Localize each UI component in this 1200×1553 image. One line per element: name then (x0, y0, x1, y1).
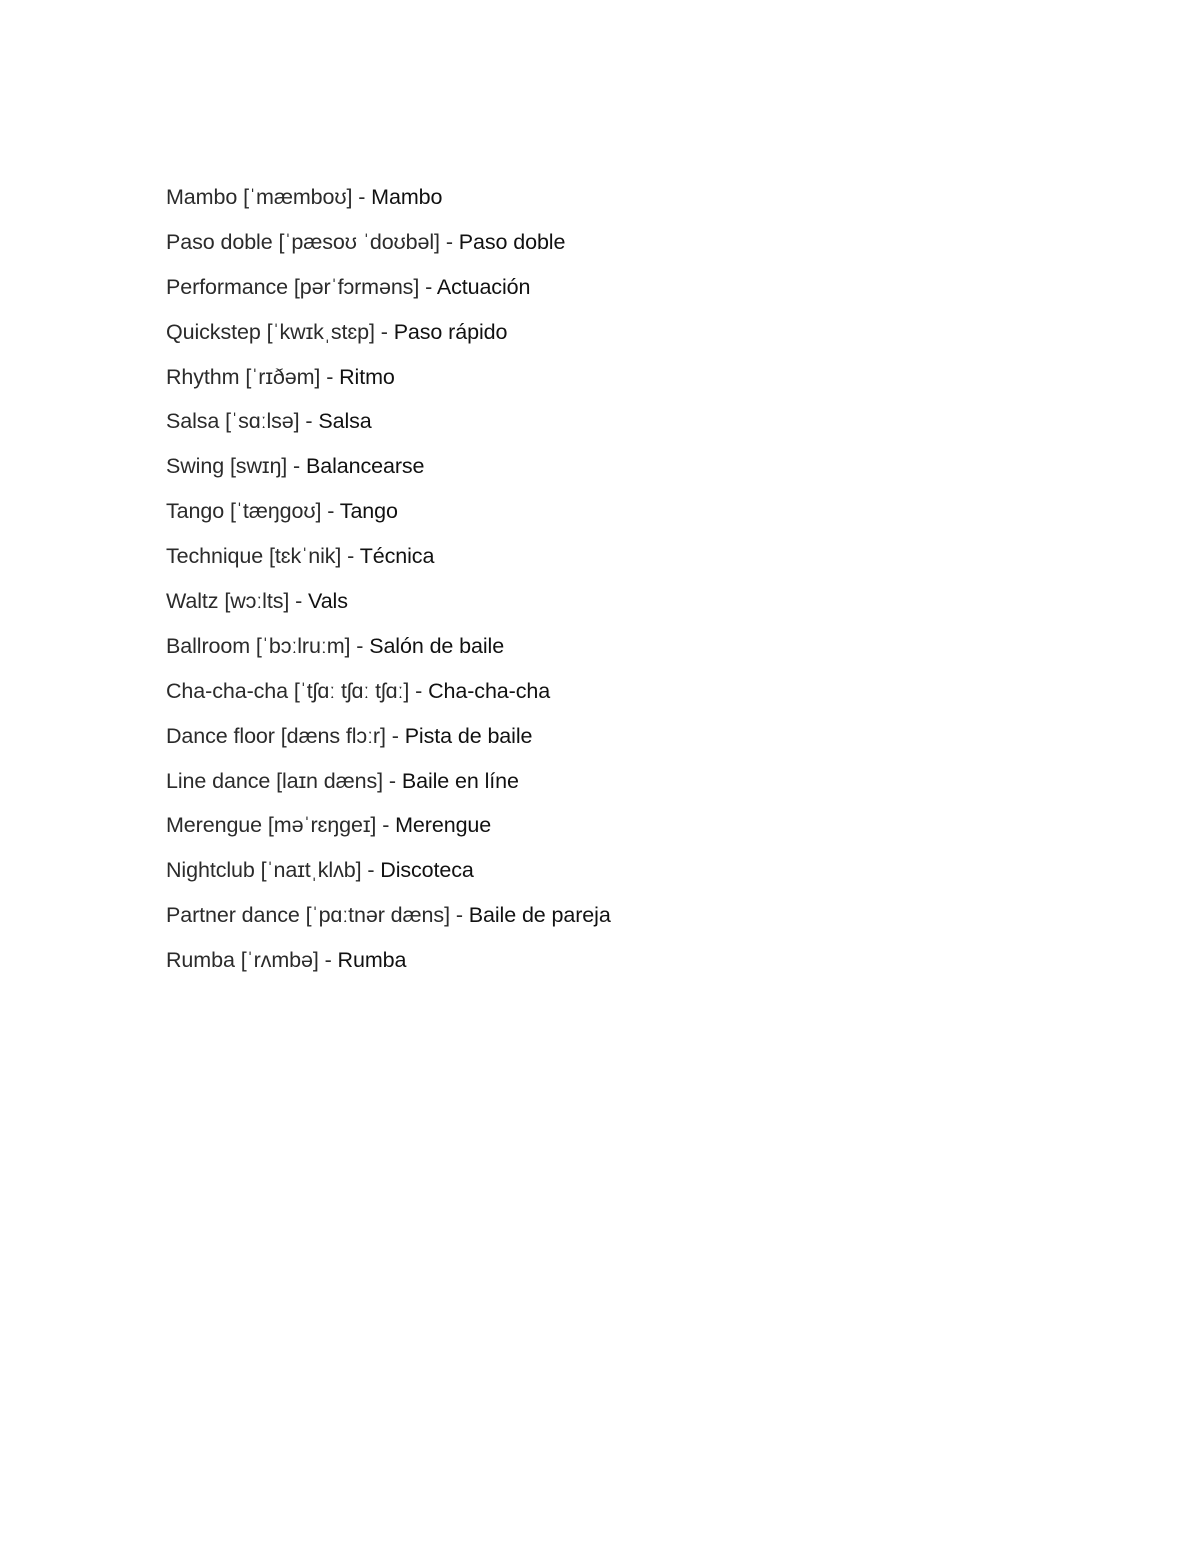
entry-translation: Ritmo (339, 364, 395, 389)
entry-term: Performance (166, 274, 288, 299)
entry-translation: Vals (308, 589, 348, 614)
entry-translation: Paso doble (458, 229, 566, 254)
entry-separator: - (295, 589, 303, 614)
vocabulary-list (166, 178, 611, 986)
entry-term: Ballroom (166, 633, 251, 658)
entry-translation: Tango (339, 499, 398, 524)
entry-separator: - (356, 633, 364, 658)
entry-ipa: [ˈbɔːlruːm] (255, 633, 351, 658)
entry-translation: Cha-cha-cha (428, 678, 551, 703)
entry-separator: - (326, 364, 334, 389)
vocab-entry (166, 627, 611, 672)
entry-term: Rhythm (166, 364, 240, 389)
entry-ipa: [dæns flɔːr] (280, 723, 386, 748)
entry-term: Merengue (166, 813, 263, 838)
vocab-entry (166, 806, 611, 851)
entry-translation: Mambo (371, 185, 443, 209)
vocab-entry (166, 762, 611, 807)
entry-ipa: [pərˈfɔrməns] (293, 274, 420, 299)
vocab-entry (166, 672, 611, 717)
vocab-entry (166, 313, 611, 358)
vocab-entry (166, 358, 611, 403)
entry-term: Mambo (166, 185, 238, 209)
entry-separator: - (305, 409, 313, 434)
vocab-entry (166, 447, 611, 492)
vocab-entry (166, 537, 611, 582)
entry-translation: Paso rápido (393, 319, 508, 344)
entry-term: Waltz (166, 589, 219, 614)
entry-separator: - (347, 544, 355, 569)
vocab-entry (166, 178, 611, 223)
entry-ipa: [ˈtæŋgoʊ] (229, 499, 322, 524)
entry-ipa: [ˈpæsoʊ ˈdoʊbəl] (278, 229, 440, 254)
entry-ipa: [wɔːlts] (224, 589, 290, 614)
vocab-entry (166, 402, 611, 447)
vocab-entry (166, 582, 611, 627)
entry-translation: Merengue (395, 813, 492, 838)
entry-ipa: [ˈnaɪtˌklʌb] (260, 858, 362, 883)
entry-term: Swing (166, 454, 225, 479)
entry-translation: Rumba (337, 948, 407, 973)
entry-term: Paso doble (166, 229, 273, 254)
entry-term: Tango (166, 499, 225, 524)
vocab-entry (166, 896, 611, 941)
entry-separator: - (445, 229, 453, 254)
entry-term: Technique (166, 544, 264, 569)
entry-ipa: [laɪn dæns] (276, 768, 384, 793)
entry-term: Nightclub (166, 858, 255, 883)
entry-term: Partner dance (166, 903, 300, 928)
entry-translation: Técnica (359, 544, 435, 569)
entry-separator: - (455, 903, 463, 928)
vocab-entry (166, 492, 611, 537)
entry-term: Salsa (166, 409, 220, 434)
entry-separator: - (324, 948, 332, 973)
entry-separator: - (293, 454, 301, 479)
entry-translation: Actuación (436, 274, 531, 299)
entry-term: Line dance (166, 768, 271, 793)
entry-term: Cha-cha-cha (166, 678, 288, 703)
entry-separator: - (382, 813, 390, 838)
entry-separator: - (388, 768, 396, 793)
entry-ipa: [ˈsɑːlsə] (225, 409, 300, 434)
entry-ipa: [ˈpɑːtnər dæns] (305, 903, 450, 928)
entry-ipa: [ˈmæmboʊ] (243, 185, 353, 209)
entry-separator: - (358, 185, 366, 209)
entry-translation: Baile de pareja (468, 903, 611, 928)
entry-ipa: [ˈrɪðəm] (245, 364, 321, 389)
entry-ipa: [ˈkwɪkˌstɛp] (266, 319, 375, 344)
entry-translation: Balancearse (305, 454, 425, 479)
entry-ipa: [məˈrɛŋgeɪ] (267, 813, 377, 838)
vocab-entry (166, 851, 611, 896)
entry-translation: Baile en líne (401, 768, 519, 793)
entry-ipa: [ˈtʃɑː tʃɑː tʃɑː] (293, 678, 410, 703)
entry-term: Rumba (166, 948, 235, 973)
entry-term: Dance floor (166, 723, 275, 748)
entry-translation: Salón de baile (369, 633, 505, 658)
entry-separator: - (391, 723, 399, 748)
vocab-entry (166, 268, 611, 313)
entry-translation: Pista de baile (404, 723, 533, 748)
entry-ipa: [tɛkˈnik] (269, 544, 342, 569)
vocab-entry (166, 941, 611, 986)
vocab-entry (166, 717, 611, 762)
entry-separator: - (327, 499, 335, 524)
entry-separator: - (367, 858, 375, 883)
entry-separator: - (415, 678, 423, 703)
entry-translation: Discoteca (380, 858, 474, 883)
entry-separator: - (425, 274, 433, 299)
entry-separator: - (380, 319, 388, 344)
entry-ipa: [ˈrʌmbə] (240, 948, 319, 973)
entry-term: Quickstep (166, 319, 261, 344)
vocab-entry (166, 223, 611, 268)
entry-ipa: [swɪŋ] (229, 454, 288, 479)
entry-translation: Salsa (318, 409, 372, 434)
